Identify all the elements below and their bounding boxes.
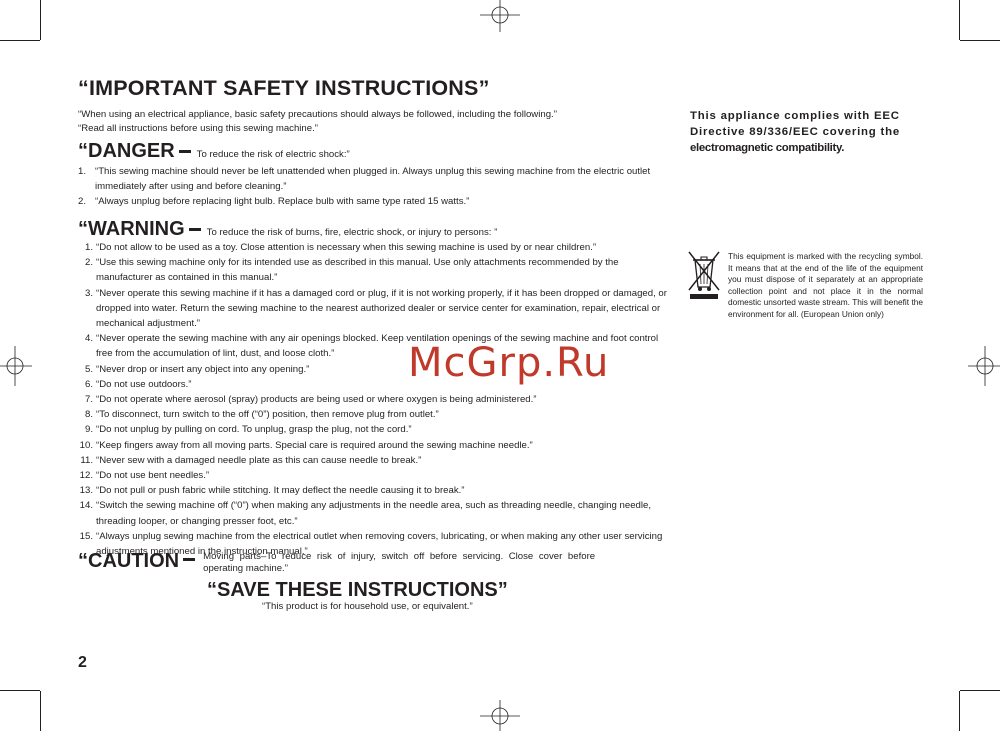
list-item — [78, 468, 668, 483]
registration-mark-icon — [968, 346, 1000, 386]
heading-dash — [189, 228, 201, 231]
crop-mark — [40, 0, 41, 40]
crop-mark — [959, 691, 960, 731]
caution-block — [78, 549, 595, 575]
item-number: 13. — [79, 485, 93, 497]
crop-mark — [40, 691, 41, 731]
item-text: “Never operate the sewing machine with any air openings blocked. Keep ventilation openings of the sewing machine and foot control free from the accumulation of lint, dust, and loose cloth.” — [96, 333, 659, 360]
item-text: “Do not use bent needles.” — [96, 470, 210, 482]
page-title: “IMPORTANT SAFETY INSTRUCTIONS” — [78, 76, 490, 100]
item-number: 5. — [84, 363, 93, 375]
item-text: “This sewing machine should never be left unattended when plugged in. Always unplug this sewing machine from the electric outlet immediately after using and before cleaning.” — [95, 166, 651, 193]
item-text: “To disconnect, turn switch to the off (“0”) position, then remove plug from outlet.” — [96, 409, 439, 421]
item-text: “Do not operate where aerosol (spray) products are being used or where oxygen is being administered.” — [96, 394, 537, 406]
list-item — [78, 240, 668, 255]
caution-label: “CAUTION — [78, 550, 180, 572]
list-item — [78, 255, 668, 285]
item-number: 7. — [84, 394, 93, 406]
registration-mark-icon — [480, 0, 520, 32]
page-number: 2 — [78, 654, 87, 671]
item-text: “Never sew with a damaged needle plate as this can cause needle to break.” — [96, 454, 422, 466]
item-text: “Do not allow to be used as a toy. Close attention is necessary when this sewing machine is used by or near children.” — [96, 242, 597, 253]
save-instructions-title: “SAVE THESE INSTRUCTIONS” — [207, 579, 508, 601]
item-number: 1. — [84, 242, 93, 253]
list-item — [78, 498, 668, 528]
item-number: 14. — [79, 500, 93, 512]
item-number: 6. — [84, 378, 93, 390]
list-item — [78, 407, 668, 422]
recycling-note: This equipment is marked with the recycling symbol. It means that at the end of the life of the equipment you must dispose of it separately at an appropriate collection point and not place it in the normal domestic unsorted waste stream. This will benefit the environment for all. (European Union only) — [728, 251, 923, 319]
crop-mark — [959, 0, 960, 40]
list-item — [78, 422, 668, 437]
item-text: “Keep fingers away from all moving parts. Special care is required around the sewing machine needle.” — [96, 439, 533, 451]
list-item — [78, 483, 668, 498]
item-number: 2. — [84, 257, 93, 269]
warning-heading — [78, 218, 497, 241]
registration-mark-icon — [480, 700, 520, 731]
household-use-note: “This product is for household use, or equivalent.” — [262, 601, 473, 612]
item-text: “Switch the sewing machine off (“0”) when making any adjustments in the needle area, such as threading needle, changing needle, threading looper, or changing presser foot, etc.” — [96, 500, 651, 527]
item-text: “Do not unplug by pulling on cord. To unplug, grasp the plug, not the cord.” — [96, 424, 412, 436]
item-text: “Always unplug before replacing light bulb. Replace bulb with same type rated 15 watts.” — [95, 196, 470, 208]
list-item — [78, 286, 668, 332]
danger-list — [78, 164, 668, 210]
danger-heading — [78, 140, 350, 163]
item-number: 10. — [79, 439, 93, 451]
crop-mark — [960, 690, 1000, 691]
list-item — [78, 194, 668, 209]
list-item — [78, 453, 668, 468]
item-number: 15. — [79, 530, 93, 542]
crop-mark — [960, 40, 1000, 41]
item-text: “Do not use outdoors.” — [96, 378, 192, 390]
intro-line: “Read all instructions before using this sewing machine.” — [78, 123, 318, 134]
item-number: 11. — [80, 454, 93, 466]
list-item — [78, 438, 668, 453]
item-number: 8. — [84, 409, 93, 421]
item-number: 1. — [78, 166, 87, 177]
item-text: “Do not pull or push fabric while stitching. It may deflect the needle causing it to break.” — [96, 485, 465, 497]
list-item — [78, 164, 668, 194]
eec-compliance-note — [690, 108, 924, 156]
caution-text: Moving parts–To reduce risk of injury, switch off before servicing. Close cover before operating machine.” — [203, 551, 596, 574]
watermark-logo: McGrp.Ru — [408, 340, 610, 386]
list-item — [78, 392, 668, 407]
warning-label: “WARNING — [78, 218, 185, 240]
item-number: 4. — [84, 333, 93, 345]
item-number: 3. — [84, 287, 93, 299]
eec-line: electromagnetic compatibility. — [690, 142, 845, 154]
item-text: “Never operate this sewing machine if it has a damaged cord or plug, if it is not working properly, if it has been dropped or damaged, or dropped into water. Return the sewing machine to the nearest authorized dealer or service center for examination, repair, electrical or mechanical adjustment.” — [96, 287, 667, 330]
danger-note: To reduce the risk of electric shock:” — [196, 149, 350, 160]
item-number: 2. — [78, 196, 87, 208]
warning-note: To reduce the risk of burns, fire, electric shock, or injury to persons: ” — [206, 227, 498, 238]
item-text: “Always unplug sewing machine from the electrical outlet when removing covers, lubricating, or when making any other user servicing adjustments mentioned in the instruction manual.” — [96, 530, 663, 558]
intro-line: “When using an electrical appliance, basic safety precautions should always be followed, including the following.” — [78, 109, 557, 120]
warning-list — [78, 240, 668, 559]
heading-dash — [183, 558, 195, 561]
crop-mark — [0, 690, 40, 691]
item-text: “Use this sewing machine only for its intended use as described in this manual. Use only attachments recommended by the manufacturer as contained in this manual.” — [96, 257, 619, 284]
item-number: 9. — [84, 424, 93, 436]
registration-mark-icon — [0, 346, 32, 386]
danger-label: “DANGER — [78, 140, 175, 162]
item-text: “Never drop or insert any object into any opening.” — [96, 363, 310, 375]
heading-dash — [179, 150, 191, 153]
crop-mark — [0, 40, 40, 41]
eec-line: Directive 89/336/EEC covering the — [690, 126, 901, 138]
crossed-out-wheelie-bin-icon — [686, 249, 722, 306]
eec-line: This appliance complies with EEC — [690, 110, 900, 122]
item-number: 12. — [79, 470, 93, 482]
